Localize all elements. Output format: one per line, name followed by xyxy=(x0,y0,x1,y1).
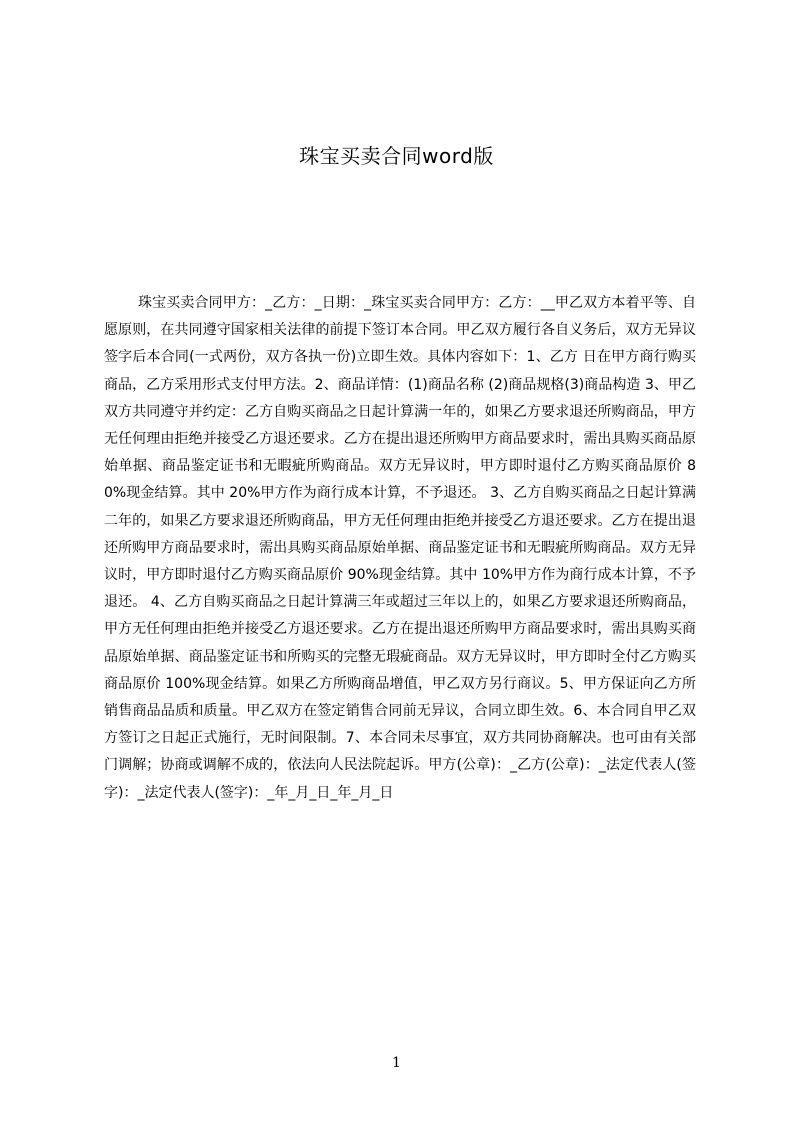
contract-body-paragraph: 珠宝买卖合同甲方：_乙方：_日期：_珠宝买卖合同甲方：乙方：__甲乙双方本着平等、自愿原则，在共同遵守国家相关法律的前提下签订本合同。甲乙双方履行各自义务后，双方无异议签字后本合同(一式两份，双方各执一份)立即生效。具体内容如下：1、乙方 日在甲方商行购买商品，乙方采用形式支付甲方法。2、商品详情：(1)商品名称 (2)商品规格(3)商品构造 3、甲乙双方共同遵守并约定：乙方自购买商品之日起计算满一年的，如果乙方要求退还所购商品，甲方无任何理由拒绝并接受乙方退还要求。乙方在提出退还所购甲方商品要求时，需出具购买商品原始单据、商品鉴定证书和无暇疵所购商品。双方无异议时，甲方即时退付乙方购买商品原价 80%现金结算。其中 20%甲方作为商行成本计算，不予退还。 3、乙方自购买商品之日起计算满二年的，如果乙方要求退还所购商品，甲方无任何理由拒绝并接受乙方退还要求。乙方在提出退还所购甲方商品要求时，需出具购买商品原始单据、商品鉴定证书和无暇疵所购商品。双方无异议时，甲方即时退付乙方购买商品原价 90%现金结算。其中 10%甲方作为商行成本计算，不予退还。 4、乙方自购买商品之日起计算满三年或超过三年以上的，如果乙方要求退还所购商品，甲方无任何理由拒绝并接受乙方退还要求。乙方在提出退还所购甲方商品要求时，需出具购买商品原始单据、商品鉴定证书和所购买的完整无瑕疵商品。双方无异议时，甲方即时全付乙方购买商品原价 100%现金结算。如果乙方所购商品增值，甲乙双方另行商议。5、甲方保证向乙方所销售商品品质和质量。甲乙双方在签定销售合同前无异议，合同立即生效。6、本合同自甲乙双方签订之日起正式施行，无时间限制。7、本合同未尽事宜，双方共同协商解决。也可由有关部门调解；协商或调解不成的，依法向人民法院起诉。甲方(公章)：_乙方(公章)：_法定代表人(签字)：_法定代表人(签字)：_年_月_日_年_月_日 xyxy=(104,295,696,801)
document-title: 珠宝买卖合同word版 xyxy=(299,144,494,168)
page-number: 1 xyxy=(392,1055,401,1071)
